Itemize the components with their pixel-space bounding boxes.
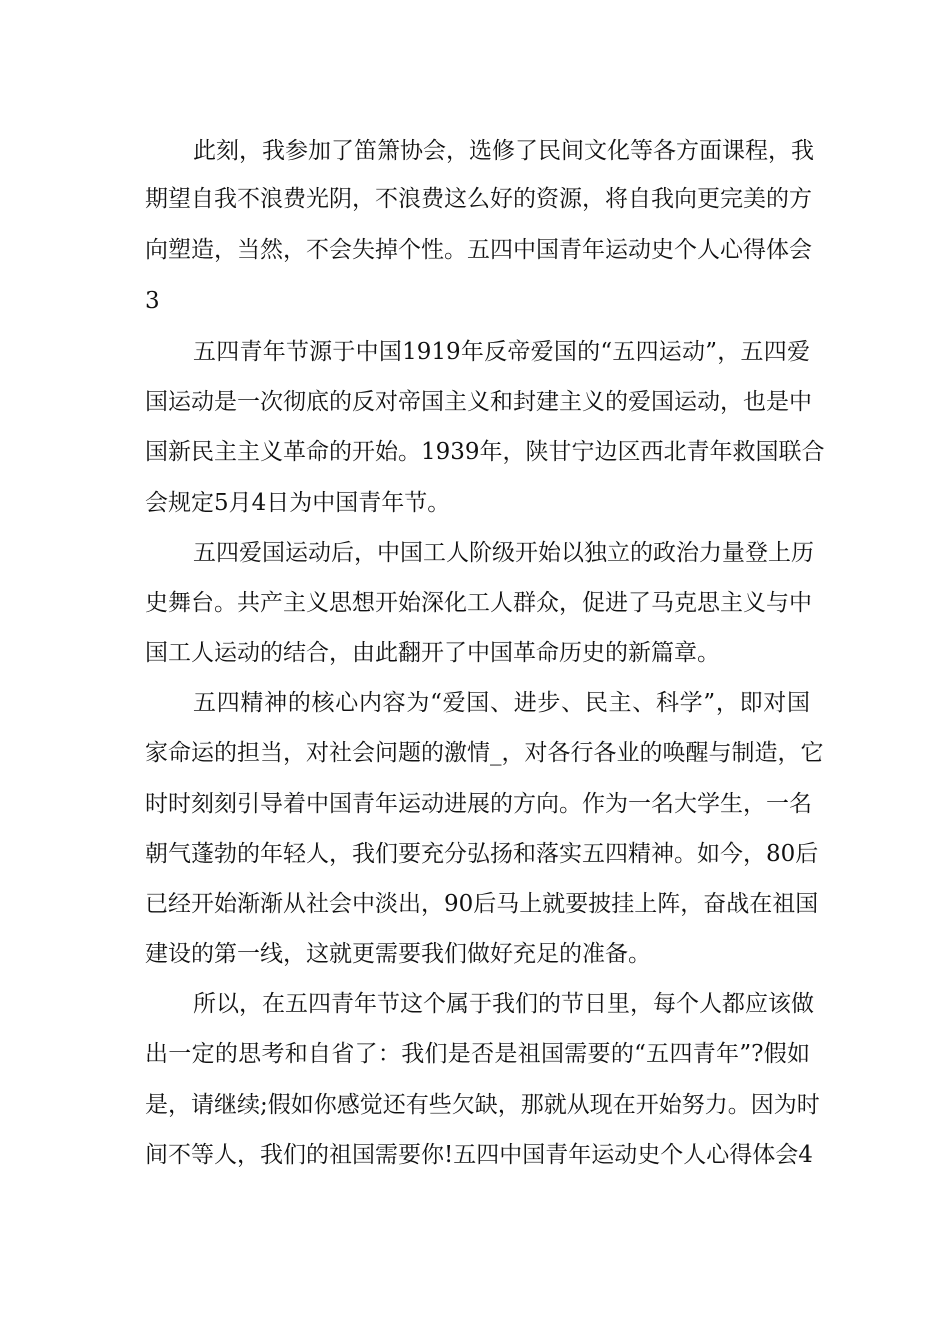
text-line: 国新民主主义革命的开始。1939年，陕甘宁边区西北青年救国联合 bbox=[145, 439, 825, 465]
text-line: 五四精神的核心内容为“爱国、进步、民主、科学”，即对国 bbox=[193, 690, 810, 716]
text-line: 时时刻刻引导着中国青年运动进展的方向。作为一名大学生，一名 bbox=[145, 791, 812, 817]
text-line: 国运动是一次彻底的反对帝国主义和封建主义的爱国运动，也是中 bbox=[145, 389, 812, 415]
text-line: 是，请继续;假如你感觉还有些欠缺，那就从现在开始努力。因为时 bbox=[145, 1092, 820, 1118]
text-line: 五四爱国运动后，中国工人阶级开始以独立的政治力量登上历 bbox=[193, 540, 814, 566]
text-line: 3 bbox=[145, 288, 160, 314]
text-line: 所以，在五四青年节这个属于我们的节日里，每个人都应该做 bbox=[193, 991, 814, 1017]
text-line: 史舞台。共产主义思想开始深化工人群众，促进了马克思主义与中 bbox=[145, 590, 812, 616]
text-line: 国工人运动的结合，由此翻开了中国革命历史的新篇章。 bbox=[145, 640, 720, 666]
text-line: 建设的第一线，这就更需要我们做好充足的准备。 bbox=[145, 941, 651, 967]
text-line: 会规定5月4日为中国青年节。 bbox=[145, 490, 451, 516]
text-line: 间不等人，我们的祖国需要你!五四中国青年运动史个人心得体会4 bbox=[145, 1142, 813, 1168]
text-line: 向塑造，当然，不会失掉个性。五四中国青年运动史个人心得体会 bbox=[145, 237, 812, 263]
text-line: 已经开始渐渐从社会中淡出，90后马上就要披挂上阵，奋战在祖国 bbox=[145, 891, 819, 917]
text-line: 五四青年节源于中国1919年反帝爱国的“五四运动”，五四爱 bbox=[193, 339, 810, 365]
text-line: 出一定的思考和自省了：我们是否是祖国需要的“五四青年”?假如 bbox=[145, 1041, 810, 1067]
text-line: 朝气蓬勃的年轻人，我们要充分弘扬和落实五四精神。如今，80后 bbox=[145, 841, 819, 867]
text-line: 此刻，我参加了笛箫协会，选修了民间文化等各方面课程，我 bbox=[193, 138, 814, 164]
text-line: 家命运的担当，对社会问题的激情_，对各行各业的唤醒与制造，它 bbox=[145, 740, 824, 766]
text-line: 期望自我不浪费光阴，不浪费这么好的资源，将自我向更完美的方 bbox=[145, 186, 812, 212]
